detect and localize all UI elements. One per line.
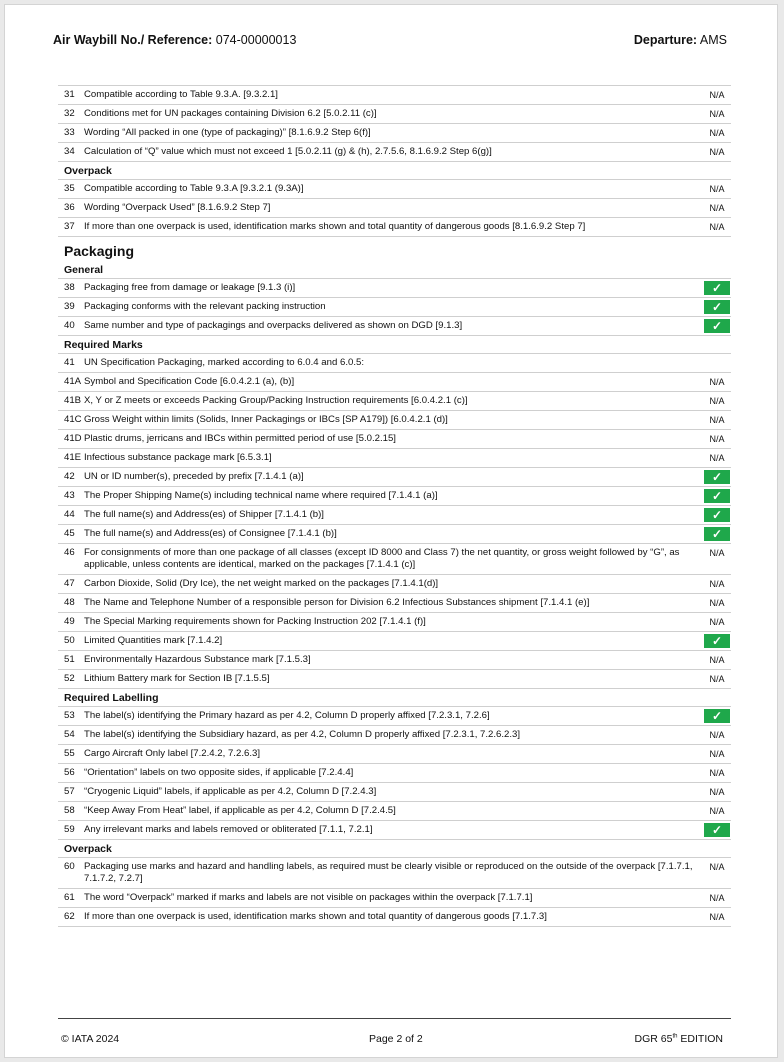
item-text: Packaging use marks and hazard and handling labels, as required must be clearly visible or reproduced on the outside of the overpack [7.1.7.1, 7.1.7.2, 7.2.7] [84, 861, 693, 884]
item-text: The label(s) identifying the Subsidiary hazard, as per 4.2, Column D properly affixed [7.2.3.1, 7.2.6.2.3] [84, 729, 521, 740]
item-status [703, 670, 731, 685]
item-status [703, 764, 731, 779]
checklist-row [58, 783, 731, 802]
item-text: Any irrelevant marks and labels removed or obliterated [7.1.1, 7.2.1] [84, 824, 373, 835]
checklist-row [58, 487, 731, 506]
status-na: N/A [709, 806, 725, 816]
checklist-row [58, 632, 731, 651]
item-number: 49 [64, 616, 75, 627]
document-page [4, 4, 778, 1058]
item-number: 41C [64, 414, 82, 425]
item-status [703, 105, 731, 120]
item-status [703, 632, 731, 648]
item-number: 39 [64, 301, 75, 312]
item-status [703, 821, 731, 837]
status-na: N/A [709, 912, 725, 922]
status-na: N/A [709, 90, 725, 100]
item-text: If more than one overpack is used, identification marks shown and total quantity of dangerous goods [8.1.6.9.2 Step 7] [84, 221, 586, 232]
item-number: 52 [64, 673, 75, 684]
checklist-row [58, 707, 731, 726]
subsection-heading: Required Marks [58, 336, 731, 354]
item-status [703, 411, 731, 426]
checklist-row [58, 180, 731, 199]
checklist-row [58, 889, 731, 908]
checklist-row [58, 726, 731, 745]
item-status [703, 218, 731, 233]
checklist-row [58, 764, 731, 783]
status-na: N/A [709, 893, 725, 903]
item-text: Conditions met for UN packages containing Division 6.2 [5.0.2.11 (c)] [84, 108, 377, 119]
item-status [703, 317, 731, 333]
checklist-row [58, 373, 731, 392]
status-na: N/A [709, 598, 725, 608]
item-text: Limited Quantities mark [7.1.4.2] [84, 635, 223, 646]
item-text: UN or ID number(s), preceded by prefix [7.1.4.1 (a)] [84, 471, 304, 482]
checklist-row [58, 124, 731, 143]
item-status [703, 449, 731, 464]
item-text: Compatible according to Table 9.3.A. [9.3.2.1] [84, 89, 278, 100]
checkmark-icon: ✓ [704, 489, 730, 503]
status-na: N/A [709, 203, 725, 213]
checkmark-icon: ✓ [704, 709, 730, 723]
item-status [703, 575, 731, 590]
status-na: N/A [709, 749, 725, 759]
status-na: N/A [709, 617, 725, 627]
checklist-row [58, 85, 731, 105]
item-status [703, 373, 731, 388]
checklist-row [58, 105, 731, 124]
status-na: N/A [709, 109, 725, 119]
checklist-row [58, 199, 731, 218]
checklist-row [58, 468, 731, 487]
checklist-row [58, 613, 731, 632]
checkmark-icon: ✓ [704, 470, 730, 484]
item-number: 36 [64, 202, 75, 213]
item-number: 57 [64, 786, 75, 797]
status-na: N/A [709, 147, 725, 157]
item-number: 50 [64, 635, 75, 646]
footer-divider [58, 1018, 731, 1019]
item-number: 59 [64, 824, 75, 835]
checklist-row [58, 821, 731, 840]
item-number: 38 [64, 282, 75, 293]
item-status [703, 180, 731, 195]
checklist-row [58, 651, 731, 670]
item-status [703, 651, 731, 666]
status-na: N/A [709, 415, 725, 425]
item-number: 40 [64, 320, 75, 331]
item-status [703, 726, 731, 741]
item-text: Carbon Dioxide, Solid (Dry Ice), the net weight marked on the packages [7.1.4.1(d)] [84, 578, 439, 589]
status-na: N/A [709, 128, 725, 138]
status-na: N/A [709, 655, 725, 665]
checklist-row [58, 298, 731, 317]
item-number: 43 [64, 490, 75, 501]
item-status [703, 802, 731, 817]
item-status [703, 613, 731, 628]
checklist-row [58, 218, 731, 237]
item-number: 55 [64, 748, 75, 759]
status-na: N/A [709, 862, 725, 872]
item-number: 56 [64, 767, 75, 778]
checkmark-icon: ✓ [704, 634, 730, 648]
status-na: N/A [709, 184, 725, 194]
item-number: 41B [64, 395, 82, 406]
item-text: Packaging conforms with the relevant packing instruction [84, 301, 326, 312]
footer-copyright: © IATA 2024 [61, 1033, 120, 1045]
item-number: 31 [64, 89, 75, 100]
item-status [703, 487, 731, 503]
item-number: 46 [64, 547, 75, 558]
item-status [703, 86, 731, 101]
item-text: Environmentally Hazardous Substance mark [7.1.5.3] [84, 654, 311, 665]
item-status [703, 392, 731, 407]
item-text: “Cryogenic Liquid” labels, if applicable as per 4.2, Column D [7.2.4.3] [84, 786, 377, 797]
status-na: N/A [709, 787, 725, 797]
checkmark-icon: ✓ [704, 319, 730, 333]
departure-label: Departure: [633, 33, 698, 47]
item-status [703, 354, 731, 356]
item-text: UN Specification Packaging, marked according to 6.0.4 and 6.0.5: [84, 357, 364, 368]
item-text: Same number and type of packagings and overpacks delivered as shown on DGD [9.1.3] [84, 320, 463, 331]
checklist-row [58, 354, 731, 373]
item-status [703, 430, 731, 445]
item-text: Wording “Overpack Used” [8.1.6.9.2 Step 7] [84, 202, 271, 213]
item-text: “Orientation” labels on two opposite sides, if applicable [7.2.4.4] [84, 767, 354, 778]
item-number: 58 [64, 805, 75, 816]
item-number: 47 [64, 578, 75, 589]
item-text: The Proper Shipping Name(s) including technical name where required [7.1.4.1 (a)] [84, 490, 438, 501]
item-number: 62 [64, 911, 75, 922]
item-number: 44 [64, 509, 75, 520]
item-number: 53 [64, 710, 75, 721]
checklist-row [58, 279, 731, 298]
item-text: The full name(s) and Address(es) of Shipper [7.1.4.1 (b)] [84, 509, 324, 520]
status-na: N/A [709, 377, 725, 387]
item-text: Wording “All packed in one (type of packaging)” [8.1.6.9.2 Step 6(f)] [84, 127, 371, 138]
item-number: 60 [64, 861, 75, 872]
item-text: The full name(s) and Address(es) of Consignee [7.1.4.1 (b)] [84, 528, 337, 539]
item-status [703, 506, 731, 522]
item-number: 61 [64, 892, 75, 903]
subsection-heading: Overpack [58, 840, 731, 858]
status-na: N/A [709, 434, 725, 444]
checkmark-icon: ✓ [704, 527, 730, 541]
checklist-row [58, 745, 731, 764]
item-status [703, 143, 731, 158]
checklist [58, 85, 731, 927]
footer-edition: DGR 65th EDITION [634, 1033, 723, 1045]
section-heading: Packaging [64, 243, 135, 259]
item-text: “Keep Away From Heat” label, if applicable as per 4.2, Column D [7.2.4.5] [84, 805, 396, 816]
item-text: The label(s) identifying the Primary hazard as per 4.2, Column D properly affixed [7.2.3.1, 7.2.6] [84, 710, 490, 721]
item-text: Packaging free from damage or leakage [9.1.3 (i)] [84, 282, 296, 293]
item-number: 34 [64, 146, 75, 157]
checklist-row [58, 525, 731, 544]
checklist-row [58, 317, 731, 336]
status-na: N/A [709, 730, 725, 740]
item-status [703, 707, 731, 723]
footer-page-number: Page 2 of 2 [369, 1033, 423, 1045]
item-number: 41 [64, 357, 75, 368]
awb-value: 074-00000013 [215, 33, 297, 47]
item-status [703, 908, 731, 923]
item-text: For consignments of more than one package of all classes (except ID 8000 and Class 7) the net quantity, or gross weight followed by “G”, as applicable, unless contents are identical, marked on the packages [7.1.4.1 (c)] [84, 547, 680, 570]
item-status [703, 124, 731, 139]
checklist-row [58, 908, 731, 927]
item-number: 41E [64, 452, 82, 463]
item-number: 51 [64, 654, 75, 665]
item-text: The Name and Telephone Number of a responsible person for Division 6.2 Infectious Substances shipment [7.1.4.1 (e)] [84, 597, 590, 608]
checklist-row [58, 858, 731, 889]
checklist-row [58, 143, 731, 162]
checkmark-icon: ✓ [704, 508, 730, 522]
item-number: 54 [64, 729, 75, 740]
page-header [53, 33, 727, 47]
item-status [703, 889, 731, 904]
item-status [703, 783, 731, 798]
checklist-row [58, 544, 731, 575]
item-status [703, 199, 731, 214]
item-status [703, 279, 731, 295]
checklist-row [58, 594, 731, 613]
item-text: The Special Marking requirements shown for Packing Instruction 202 [7.1.4.1 (f)] [84, 616, 426, 627]
checklist-row [58, 449, 731, 468]
item-text: X, Y or Z meets or exceeds Packing Group/Packing Instruction requirements [6.0.4.2.1 (c)] [84, 395, 468, 406]
item-text: Compatible according to Table 9.3.A [9.3.2.1 (9.3A)] [84, 183, 304, 194]
item-number: 42 [64, 471, 75, 482]
checklist-row [58, 506, 731, 525]
item-text: Calculation of “Q” value which must not exceed 1 [5.0.2.11 (g) & (h), 2.7.5.6, 8.1.6.9.2 Step 6(g)] [84, 146, 492, 157]
status-na: N/A [709, 222, 725, 232]
checklist-row [58, 670, 731, 689]
item-text: Lithium Battery mark for Section IB [7.1.5.5] [84, 673, 270, 684]
item-text: Cargo Aircraft Only label [7.2.4.2, 7.2.6.3] [84, 748, 260, 759]
item-status [703, 544, 731, 559]
item-text: Infectious substance package mark [6.5.3.1] [84, 452, 272, 463]
item-number: 32 [64, 108, 75, 119]
status-na: N/A [709, 548, 725, 558]
item-status [703, 594, 731, 609]
departure-value: AMS [699, 33, 727, 47]
item-status [703, 525, 731, 541]
checkmark-icon: ✓ [704, 281, 730, 295]
item-number: 41D [64, 433, 82, 444]
status-na: N/A [709, 579, 725, 589]
checklist-row [58, 802, 731, 821]
item-text: The word “Overpack” marked if marks and labels are not visible on packages within the overpack [7.1.7.1] [84, 892, 533, 903]
checklist-row [58, 392, 731, 411]
status-na: N/A [709, 453, 725, 463]
item-number: 41A [64, 376, 82, 387]
checkmark-icon: ✓ [704, 823, 730, 837]
item-status [703, 468, 731, 484]
item-number: 35 [64, 183, 75, 194]
status-na: N/A [709, 396, 725, 406]
departure [634, 33, 727, 47]
item-number: 45 [64, 528, 75, 539]
item-number: 48 [64, 597, 75, 608]
item-text: Gross Weight within limits (Solids, Inner Packagings or IBCs [SP A179]) [6.0.4.2.1 (d)] [84, 414, 448, 425]
awb-label: Air Waybill No./ Reference: [53, 33, 213, 47]
subsection-heading: Overpack [58, 162, 731, 180]
subsection-heading: General [58, 261, 731, 279]
checkmark-icon: ✓ [704, 300, 730, 314]
status-na: N/A [709, 768, 725, 778]
item-text: Plastic drums, jerricans and IBCs within permitted period of use [5.0.2.15] [84, 433, 396, 444]
status-na: N/A [709, 674, 725, 684]
item-status [703, 745, 731, 760]
item-number: 37 [64, 221, 75, 232]
item-status [703, 298, 731, 314]
checklist-row [58, 575, 731, 594]
item-text: If more than one overpack is used, identification marks shown and total quantity of dangerous goods [7.1.7.3] [84, 911, 547, 922]
checklist-row [58, 411, 731, 430]
subsection-heading: Required Labelling [58, 689, 731, 707]
item-number: 33 [64, 127, 75, 138]
item-text: Symbol and Specification Code [6.0.4.2.1 (a), (b)] [84, 376, 295, 387]
item-status [703, 858, 731, 873]
air-waybill-reference [53, 33, 296, 47]
checklist-row [58, 430, 731, 449]
